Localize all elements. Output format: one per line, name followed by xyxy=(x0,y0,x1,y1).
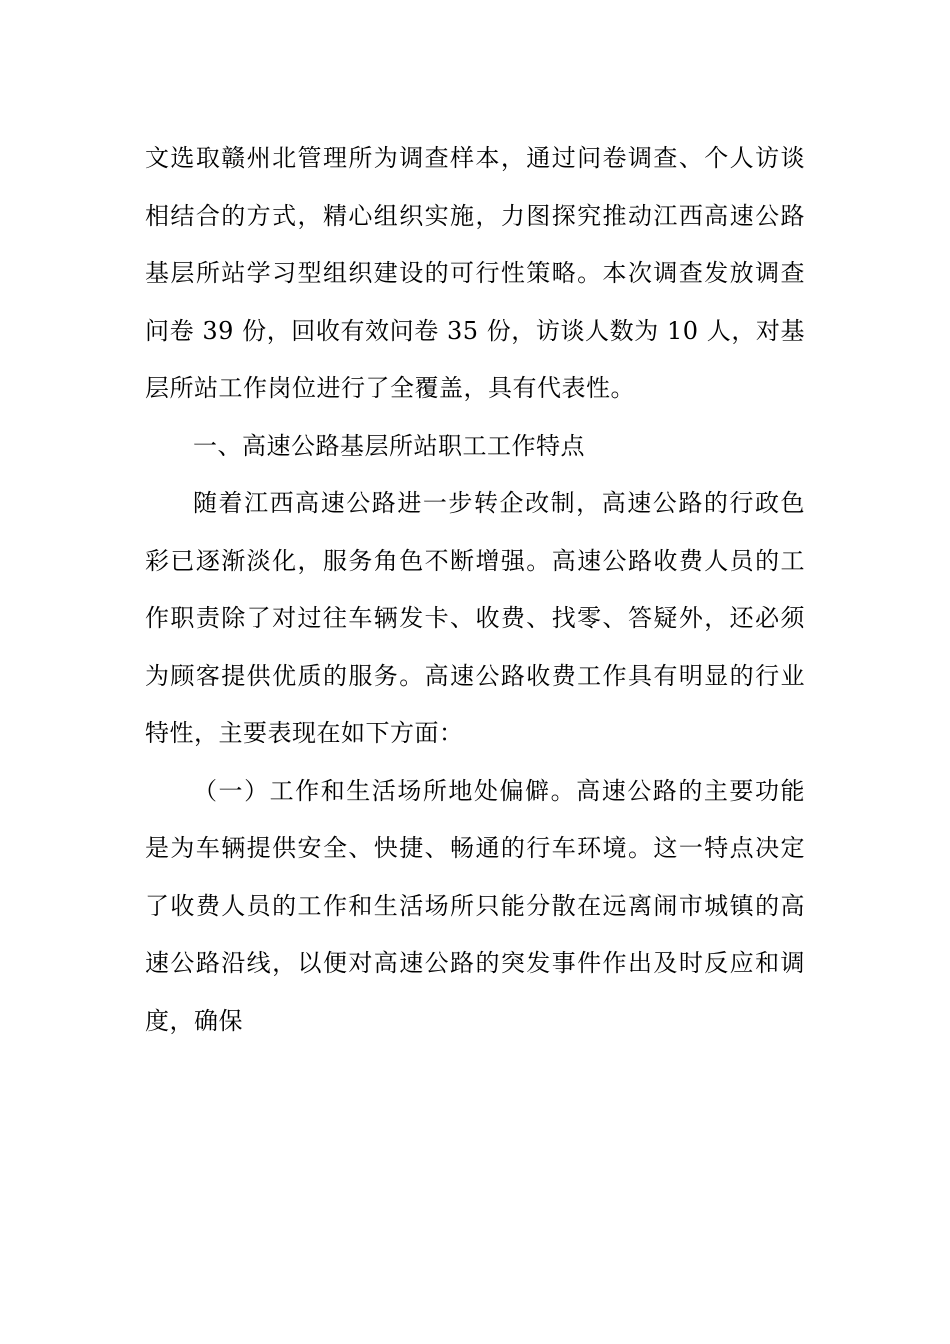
paragraph-survey-intro: 文选取赣州北管理所为调查样本，通过问卷调查、个人访谈相结合的方式，精心组织实施，力图探究推动江西高速公路基层所站学习型组织建设的可行性策略。本次调查发放调查问卷 39 份，回收有效问卷 35 份，访谈人数为 10 人，对基层所站工作岗位进行了全覆盖，具有代表性。 xyxy=(145,144,805,402)
paragraph-reform-background: 随着江西高速公路进一步转企改制，高速公路的行政色彩已逐渐淡化，服务角色不断增强。高速公路收费人员的工作职责除了对过往车辆发卡、收费、找零、答疑外，还必须为顾客提供优质的服务。高速公路收费工作具有明显的行业特性，主要表现在如下方面： xyxy=(145,489,805,747)
document-body xyxy=(145,130,805,1050)
section-heading-work-characteristics: 一、高速公路基层所站职工工作特点 xyxy=(193,431,585,460)
paragraph-remote-workplace: （一）工作和生活场所地处偏僻。高速公路的主要功能是为车辆提供安全、快捷、畅通的行车环境。这一特点决定了收费人员的工作和生活场所只能分散在远离闹市城镇的高速公路沿线，以便对高速公路的突发事件作出及时反应和调度，确保 xyxy=(145,776,805,1035)
